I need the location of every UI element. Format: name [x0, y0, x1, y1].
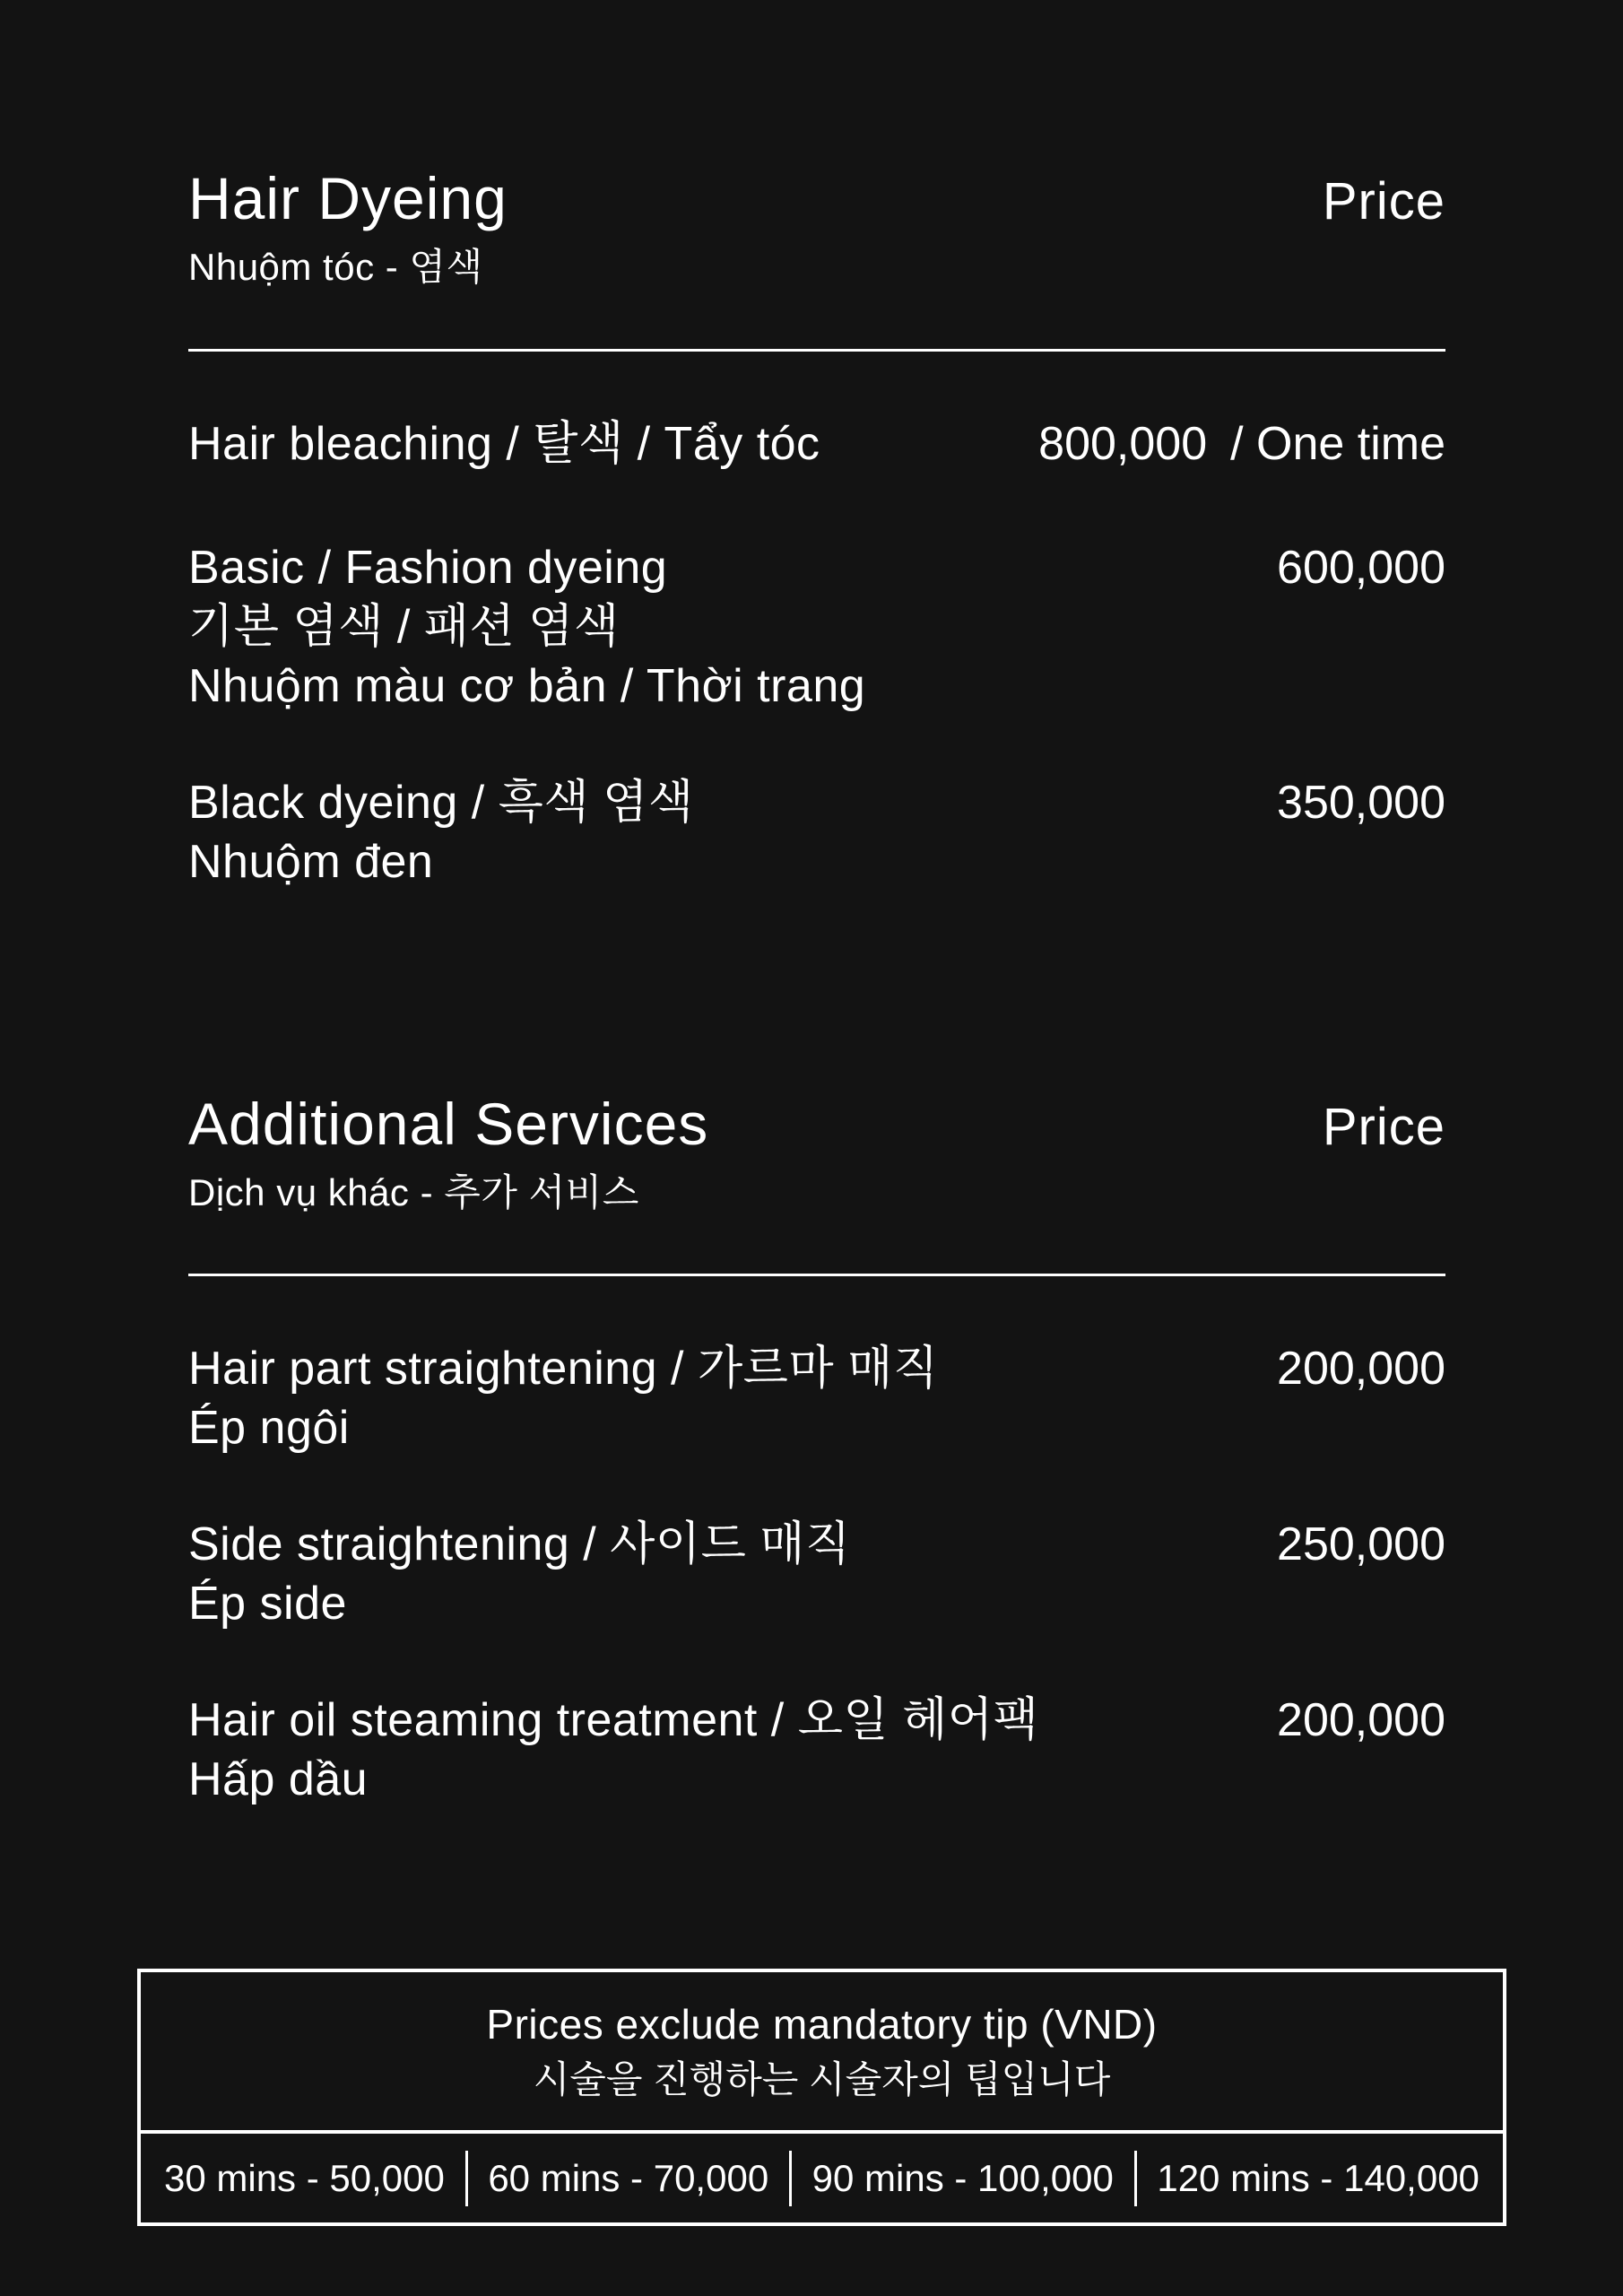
price-column-header: Price [1322, 1097, 1445, 1156]
item-name-lines [188, 538, 865, 716]
vertical-divider [465, 2151, 468, 2206]
item-line: Black dyeing / 흑색 염색 [188, 776, 694, 829]
item-line: Ép side [188, 1578, 347, 1631]
price-value: 600,000 [1277, 541, 1445, 594]
section-title: Additional Services [188, 1090, 709, 1157]
time-price-120min: 120 mins - 140,000 [1157, 2156, 1480, 2199]
item-line: Nhuộm đen [188, 835, 434, 888]
item-line: Hair part straightening / 가르마 매직 [188, 1343, 939, 1396]
menu-item-hair-part-straightening [188, 1339, 1445, 1457]
section-header [188, 1090, 1445, 1217]
item-line: Nhuộm màu cơ bản / Thời trang [188, 659, 866, 712]
section-divider [188, 349, 1445, 352]
item-line: Side straightening / 사이드 매직 [188, 1518, 851, 1571]
item-price [1277, 1515, 1445, 1574]
section-hair-dyeing [188, 0, 1445, 891]
section-title-block [188, 1090, 709, 1217]
item-name-lines [188, 1691, 1038, 1809]
item-name-lines [188, 414, 820, 474]
menu-item-hair-bleaching [188, 414, 1445, 474]
price-value: 200,000 [1277, 1694, 1445, 1747]
item-line: 기본 염색 / 패션 염색 [188, 600, 620, 653]
item-price [1277, 1339, 1445, 1398]
price-value: 800,000 [1038, 417, 1208, 470]
vertical-divider [1134, 2151, 1137, 2206]
item-line: Hair oil steaming treatment / 오일 헤어팩 [188, 1694, 1039, 1747]
price-value: 250,000 [1277, 1518, 1445, 1571]
tip-note-cell [141, 1972, 1503, 2134]
item-name-lines [188, 773, 694, 891]
tip-notice-box [137, 1969, 1506, 2226]
item-line: Ép ngôi [188, 1402, 350, 1455]
time-price-row [141, 2134, 1503, 2222]
time-price-90min: 90 mins - 100,000 [812, 2156, 1114, 2199]
item-price [1277, 538, 1445, 597]
section-title: Hair Dyeing [188, 165, 508, 231]
menu-item-black-dyeing [188, 773, 1445, 891]
menu-item-side-straightening [188, 1515, 1445, 1633]
section-subtitle: Nhuộm tóc - 염색 [188, 246, 483, 288]
price-column-header: Price [1322, 172, 1445, 230]
section-title-block [188, 165, 508, 291]
item-line: Basic / Fashion dyeing [188, 541, 668, 594]
menu-item-basic-fashion-dyeing [188, 538, 1445, 716]
menu-item-hair-oil-steaming [188, 1691, 1445, 1809]
section-divider [188, 1274, 1445, 1276]
item-name-lines [188, 1339, 939, 1457]
section-header [188, 165, 1445, 291]
item-price [1038, 414, 1445, 474]
item-line: Hair bleaching / 탈색 / Tẩy tóc [188, 417, 820, 470]
time-price-60min: 60 mins - 70,000 [488, 2156, 769, 2199]
price-suffix: / One time [1230, 417, 1445, 470]
item-price [1277, 1691, 1445, 1750]
vertical-divider [789, 2151, 792, 2206]
section-subtitle: Dịch vụ khác - 추가 서비스 [188, 1170, 639, 1213]
price-value: 350,000 [1277, 776, 1445, 829]
time-price-30min: 30 mins - 50,000 [164, 2156, 445, 2199]
section-additional-services [188, 1090, 1445, 1810]
tip-note-korean: 시술을 진행하는 시술자의 팁입니다 [533, 2058, 1111, 2101]
item-price [1277, 773, 1445, 832]
menu-content [188, 0, 1445, 1809]
tip-note-english: Prices exclude mandatory tip (VND) [486, 2000, 1158, 2048]
item-line: Hấp dầu [188, 1753, 369, 1806]
item-name-lines [188, 1515, 851, 1633]
price-value: 200,000 [1277, 1343, 1445, 1396]
